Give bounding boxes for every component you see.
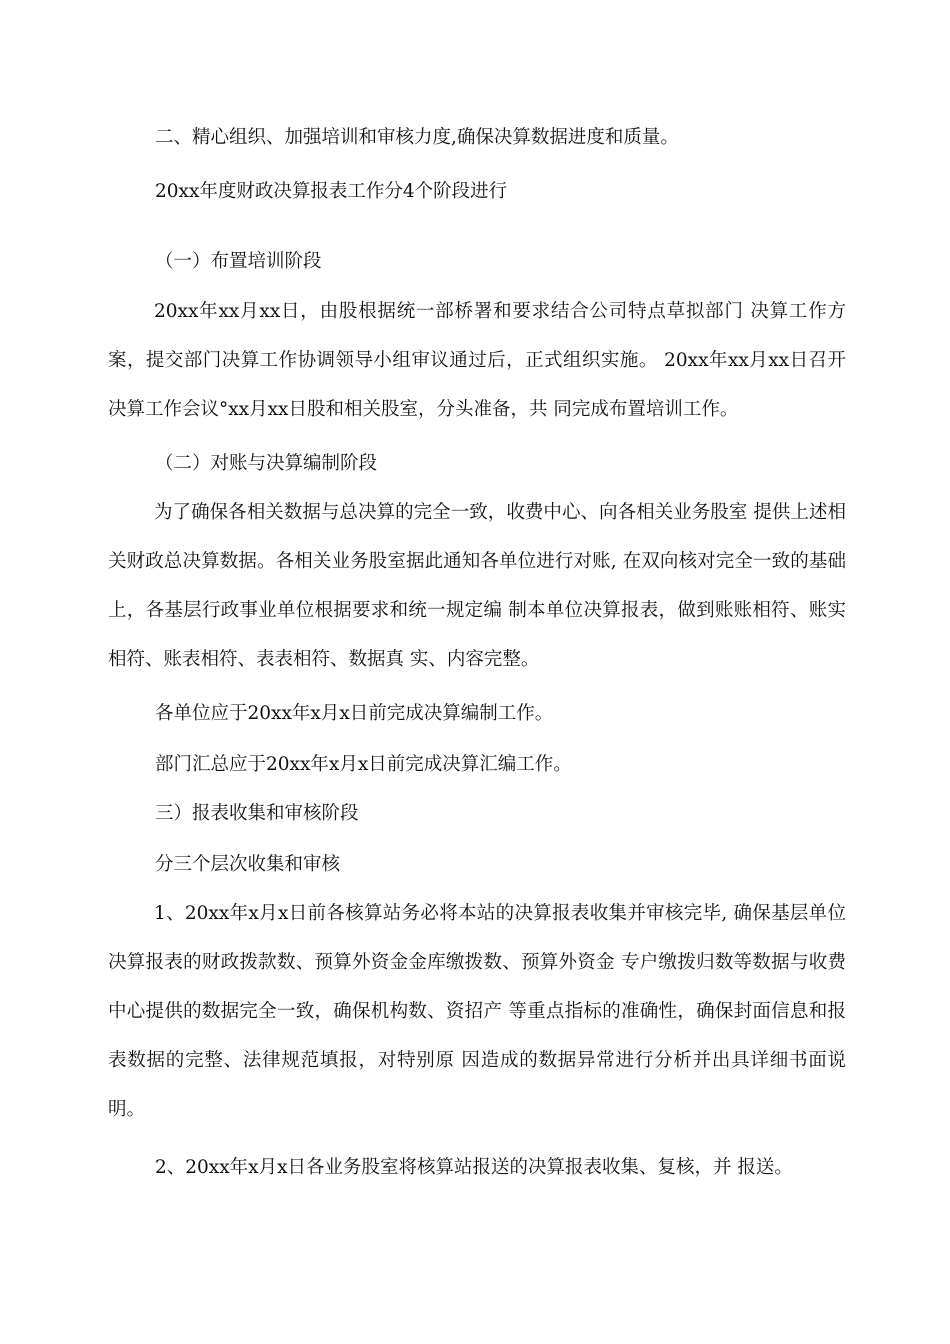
section-two-heading: 二、精心组织、加强培训和审核力度,确保决算数据进度和质量。	[155, 127, 679, 148]
stage3-item-1: 1、20xx年x月x日前各核算站务必将本站的决算报表收集并审核完毕, 确保基层单位决算报表的财政拨款数、预算外资金金库缴拨数、预算外资金 专户缴拨归数等数据与收费中心提供的数据完全一致，确保机构数、资招产 等重点指标的准确性，确保封面信息和报表数据的完整、法律规范填报，对特别原 因造成的数据异常进行分析并出具详细书面说明。	[108, 903, 846, 1120]
stage2-body: 为了确保各相关数据与总决算的完全一致，收费中心、向各相关业务股室 提供上述相关财政总决算数据。各相关业务股室据此通知各单位进行对账, 在双向核对完全一致的基础上，各基层行政事业单位根据要求和统一规定编 制本单位决算报表，做到账账相符、账实相符、账表相符、表表相符、数据真 实、内容完整。	[108, 502, 846, 670]
stage1-heading: （一）布置培训阶段	[155, 251, 322, 272]
stage2-deadline-departments: 部门汇总应于20xx年x月x日前完成决算汇编工作。	[155, 754, 572, 775]
stage3-item-2: 2、20xx年x月x日各业务股室将核算站报送的决算报表收集、复核，并 报送。	[155, 1157, 793, 1178]
stage2-heading: （二）对账与决算编制阶段	[155, 453, 378, 474]
stage1-body: 20xx年xx月xx日，由股根据统一部桥署和要求结合公司特点草拟部门 决算工作方案，提交部门决算工作协调领导小组审议通过后，正式组织实施。 20xx年xx月xx日召开决算工作会议°xx月xx日股和相关股室，分头准备，共 同完成布置培训工作。	[108, 301, 846, 420]
stages-intro: 20xx年度财政决算报表工作分4个阶段进行	[155, 181, 508, 202]
stage3-intro: 分三个层次收集和审核	[155, 854, 341, 875]
stage2-deadline-units: 各单位应于20xx年x月x日前完成决算编制工作。	[155, 703, 554, 724]
stage3-heading: 三）报表收集和审核阶段	[155, 803, 359, 824]
